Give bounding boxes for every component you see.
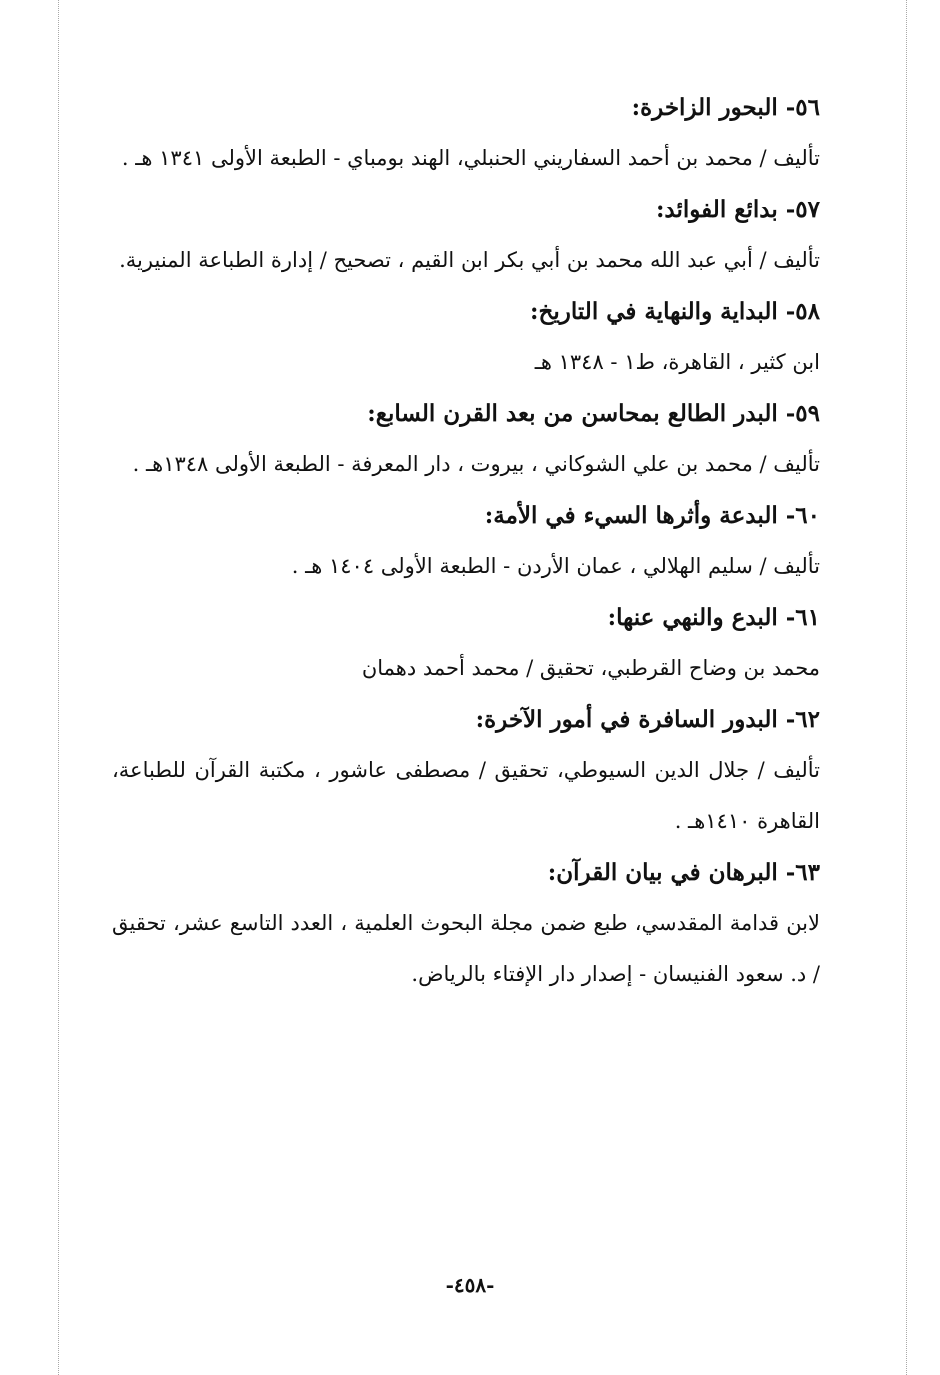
entry-body: تأليف / أبي عبد الله محمد بن أبي بكر ابن القيم ، تصحيح / إدارة الطباعة المنيرية.: [119, 248, 820, 272]
entry-body: محمد بن وضاح القرطبي، تحقيق / محمد أحمد دهمان: [361, 656, 820, 680]
bibliography-entry: [112, 82, 820, 184]
bibliography-entry: [112, 490, 820, 592]
entry-title: ٥٧- بدائع الفوائد:: [655, 196, 820, 223]
entry-title: ٦٠- البدعة وأثرها السيء في الأمة:: [484, 502, 820, 529]
entry-title: ٥٩- البدر الطالع بمحاسن من بعد القرن السابع:: [367, 400, 820, 427]
bibliography-list: [112, 82, 820, 1000]
bibliography-entry: [112, 388, 820, 490]
entry-title: ٥٨- البداية والنهاية في التاريخ:: [530, 298, 820, 325]
entry-body: لابن قدامة المقدسي، طبع ضمن مجلة البحوث العلمية ، العدد التاسع عشر، تحقيق / د. سعود الفنيسان - إصدار دار الإفتاء بالرياض.: [112, 911, 820, 986]
bibliography-entry: [112, 847, 820, 1000]
bibliography-entry: [112, 694, 820, 847]
bibliography-entry: [112, 184, 820, 286]
entry-body: ابن كثير ، القاهرة، ط١ - ١٣٤٨ هـ: [534, 350, 820, 374]
entry-body: تأليف / محمد بن علي الشوكاني ، بيروت ، دار المعرفة - الطبعة الأولى ١٣٤٨هـ .: [132, 452, 820, 476]
bibliography-entry: [112, 592, 820, 694]
right-margin-dotted-line: [906, 0, 907, 1375]
entry-body: تأليف / سليم الهلالي ، عمان الأردن - الطبعة الأولى ١٤٠٤ هـ .: [291, 554, 820, 578]
entry-body: تأليف / محمد بن أحمد السفاريني الحنبلي، الهند بومباي - الطبعة الأولى ١٣٤١ هـ .: [121, 146, 820, 170]
bibliography-entry: [112, 286, 820, 388]
page-number: -٤٥٨-: [445, 1273, 495, 1297]
entry-title: ٥٦- البحور الزاخرة:: [631, 94, 820, 121]
entry-title: ٦٢- البدور السافرة في أمور الآخرة:: [475, 706, 820, 733]
entry-title: ٦٣- البرهان في بيان القرآن:: [547, 859, 820, 886]
left-margin-dotted-line: [58, 0, 59, 1375]
entry-title: ٦١- البدع والنهي عنها:: [607, 604, 820, 631]
entry-body: تأليف / جلال الدين السيوطي، تحقيق / مصطفى عاشور ، مكتبة القرآن للطباعة، القاهرة ١٤١٠هـ .: [112, 758, 820, 833]
